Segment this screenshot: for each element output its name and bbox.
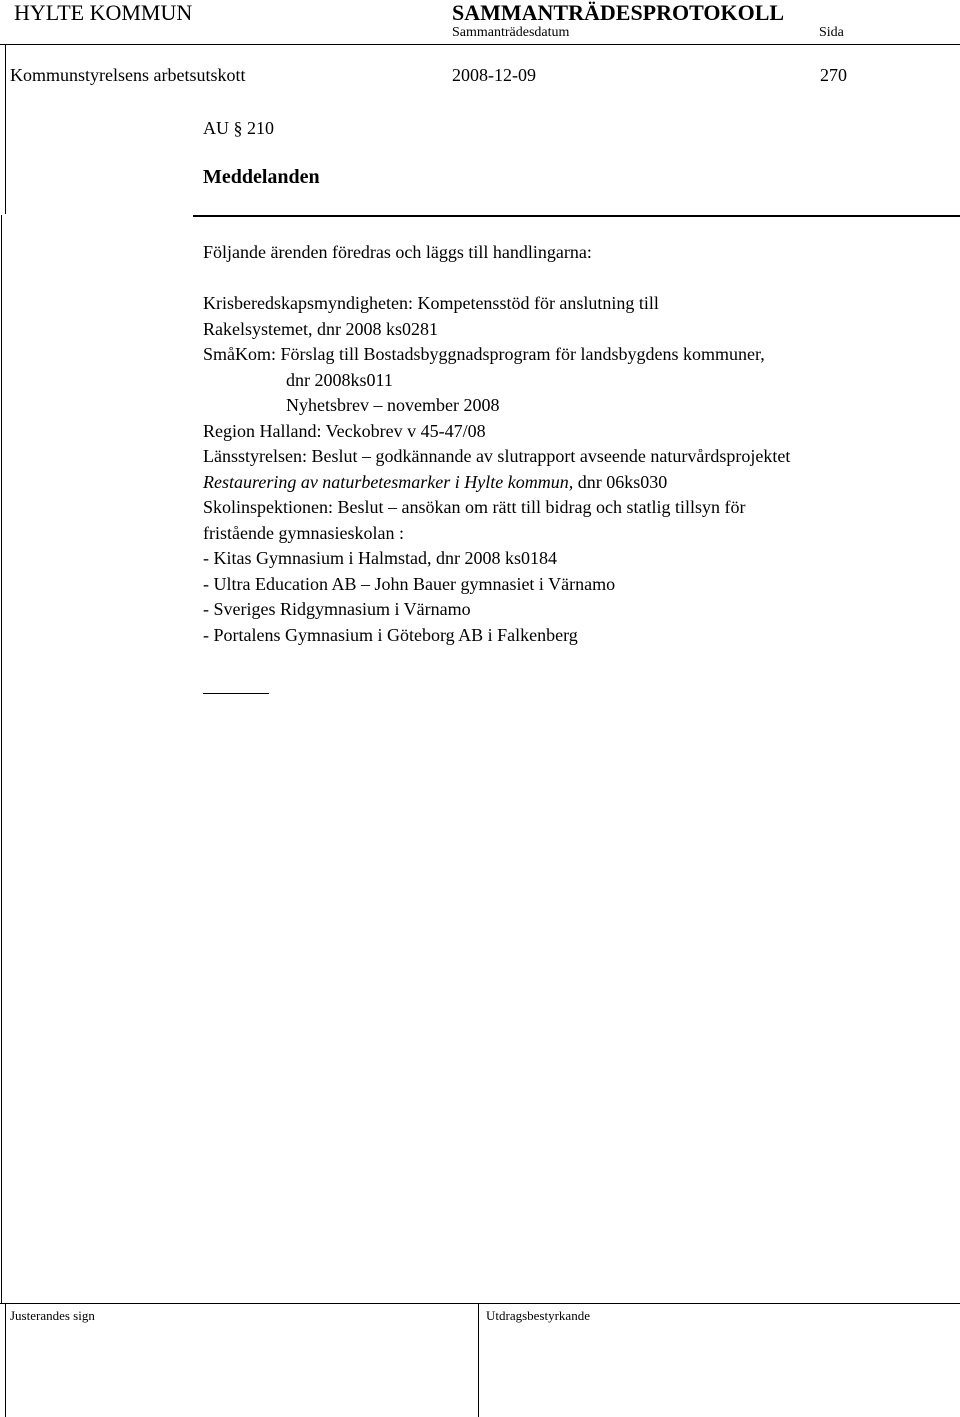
project-name: Restaurering av naturbetesmarker i Hylte kommun, xyxy=(203,471,574,492)
item-line: Skolinspektionen: Beslut – ansökan om rätt till bidrag och statlig tillsyn för xyxy=(203,497,746,517)
sub-item-line: - Sveriges Ridgymnasium i Värnamo xyxy=(203,599,471,619)
item-line: Krisberedskapsmyndigheten: Kompetensstöd för anslutning till xyxy=(203,293,659,313)
section-rule xyxy=(193,215,960,217)
section-number: AU § 210 xyxy=(203,118,274,138)
document-type: SAMMANTRÄDESPROTOKOLL xyxy=(452,0,785,25)
page-number: 270 xyxy=(820,65,847,85)
section-title: Meddelanden xyxy=(203,166,320,188)
diary-number: dnr 06ks030 xyxy=(573,471,668,492)
item-line: Rakelsystemet, dnr 2008 ks0281 xyxy=(203,318,438,339)
item-line: fristående gymnasieskolan : xyxy=(203,522,404,543)
item-line xyxy=(203,470,790,496)
page-label: Sida xyxy=(819,25,844,40)
meeting-date: 2008-12-09 xyxy=(452,65,536,85)
footer-left-border xyxy=(5,1303,6,1417)
date-label: Sammanträdesdatum xyxy=(452,25,570,40)
end-mark xyxy=(203,693,269,694)
extract-label: Utdragsbestyrkande xyxy=(486,1308,590,1323)
item-line: dnr 2008ks011 xyxy=(286,369,393,390)
item-line: Region Halland: Veckobrev v 45-47/08 xyxy=(203,420,486,441)
sub-item-line: - Ultra Education AB – John Bauer gymnasiet i Värnamo xyxy=(203,573,616,594)
item-line: Länsstyrelsen: Beslut – godkännande av slutrapport avseende naturvårdsprojektet xyxy=(203,446,791,466)
committee-name: Kommunstyrelsens arbetsutskott xyxy=(10,65,246,85)
left-border-body xyxy=(1,215,2,1303)
intro-text: Följande ärenden föredras och läggs till handlingarna: xyxy=(203,242,592,262)
item-line: Nyhetsbrev – november 2008 xyxy=(286,395,500,415)
footer-divider xyxy=(478,1303,479,1417)
left-border-top xyxy=(5,44,6,214)
sign-label: Justerandes sign xyxy=(10,1308,95,1323)
header-rule xyxy=(0,44,960,45)
sub-item-line: - Portalens Gymnasium i Göteborg AB i Falkenberg xyxy=(203,624,578,645)
sub-item-line: - Kitas Gymnasium i Halmstad, dnr 2008 ks0184 xyxy=(203,548,557,568)
municipality-name: HYLTE KOMMUN xyxy=(14,0,193,25)
document-body xyxy=(203,240,790,648)
item-line: SmåKom: Förslag till Bostadsbyggnadsprogram för landsbygdens kommuner, xyxy=(203,344,765,364)
footer-rule xyxy=(0,1303,960,1304)
